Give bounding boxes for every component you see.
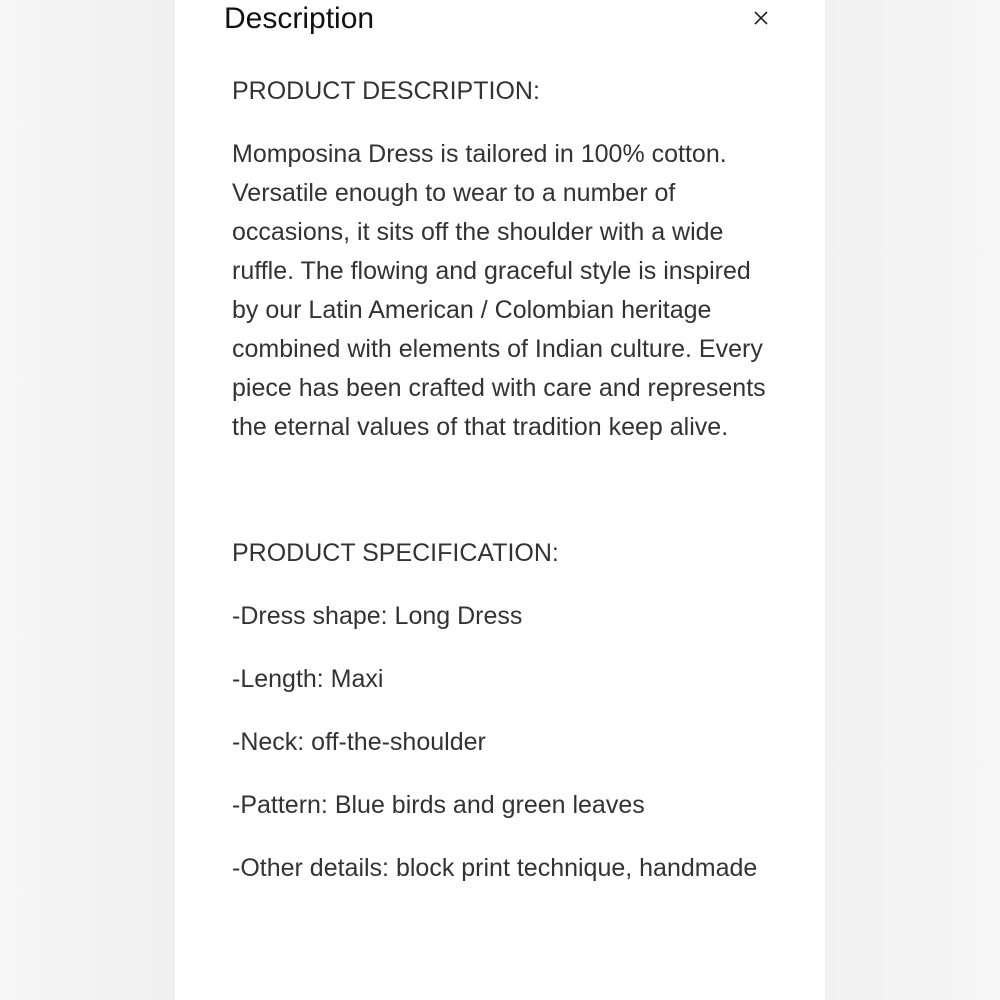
close-button[interactable] xyxy=(747,4,775,32)
modal-title: Description xyxy=(224,2,375,35)
description-content xyxy=(232,72,772,912)
spec-item-pattern: -Pattern: Blue birds and green leaves xyxy=(232,791,645,819)
close-icon xyxy=(753,10,769,26)
spec-item-shape: -Dress shape: Long Dress xyxy=(232,602,523,630)
spec-item-neck: -Neck: off-the-shoulder xyxy=(232,728,486,756)
spec-item-other-details: -Other details: block print technique, handmade xyxy=(232,854,758,882)
background-left xyxy=(0,0,175,1000)
spec-item-length: -Length: Maxi xyxy=(232,665,384,693)
description-modal xyxy=(175,0,825,1000)
background-right xyxy=(825,0,1000,1000)
specification-heading: PRODUCT SPECIFICATION: xyxy=(232,539,559,567)
description-body: Momposina Dress is tailored in 100% cotton. Versatile enough to wear to a number of occasions, it sits off the shoulder with a wide ruffle. The flowing and graceful style is inspired by our Latin American / Colombian heritage combined with elements of Indian culture. Every piece has been crafted with care and represents the eternal values of that tradition keep alive. xyxy=(232,140,766,441)
description-heading: PRODUCT DESCRIPTION: xyxy=(232,77,540,105)
